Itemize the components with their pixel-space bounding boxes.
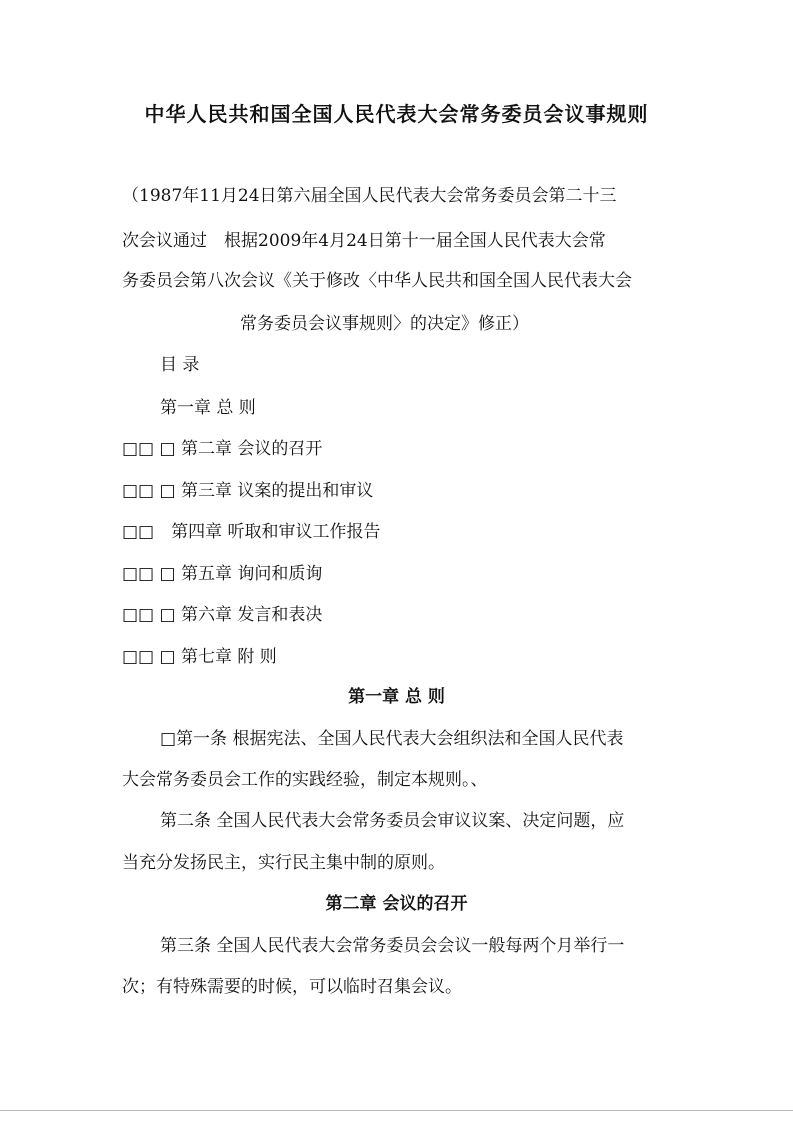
toc-item: □□ □ 第五章 询问和质询 — [122, 564, 323, 584]
toc-item: □□ 第四章 听取和审议工作报告 — [122, 522, 381, 542]
toc-item: □□ □ 第二章 会议的召开 — [122, 439, 323, 459]
toc-item: □□ □ 第三章 议案的提出和审议 — [122, 481, 374, 501]
chapter-heading: 第二章 会议的召开 — [325, 894, 468, 914]
note-line: 常务委员会议事规则〉的决定》修正） — [240, 314, 529, 334]
document-title: 中华人民共和国全国人民代表大会常务委员会议事规则 — [144, 102, 649, 126]
article-line: 次；有特殊需要的时候，可以临时召集会议。 — [122, 977, 462, 997]
note-line: （1987年11月24日第六届全国人民代表大会常务委员会第二十三 — [122, 186, 617, 206]
article-line: 当充分发扬民主，实行民主集中制的原则。 — [122, 853, 445, 873]
toc-item: □□ □ 第六章 发言和表决 — [122, 605, 323, 625]
toc-item: □□ □ 第七章 附 则 — [122, 647, 277, 667]
page-bottom-divider — [0, 1110, 793, 1111]
toc-item: 第一章 总 则 — [160, 398, 256, 418]
article-line: □第一条 根据宪法、全国人民代表大会组织法和全国人民代表 — [160, 729, 624, 749]
toc-label: 目 录 — [160, 355, 200, 375]
note-line: 务委员会第八次会议《关于修改〈中华人民共和国全国人民代表大会 — [122, 271, 632, 291]
chapter-heading: 第一章 总 则 — [348, 687, 445, 707]
article-line: 第三条 全国人民代表大会常务委员会会议一般每两个月举行一 — [160, 936, 625, 956]
article-line: 大会常务委员会工作的实践经验，制定本规则。、 — [122, 770, 488, 790]
article-line: 第二条 全国人民代表大会常务委员会审议议案、决定问题，应 — [160, 811, 625, 831]
note-line: 次会议通过 根据2009年4月24日第十一届全国人民代表大会常 — [122, 231, 606, 251]
